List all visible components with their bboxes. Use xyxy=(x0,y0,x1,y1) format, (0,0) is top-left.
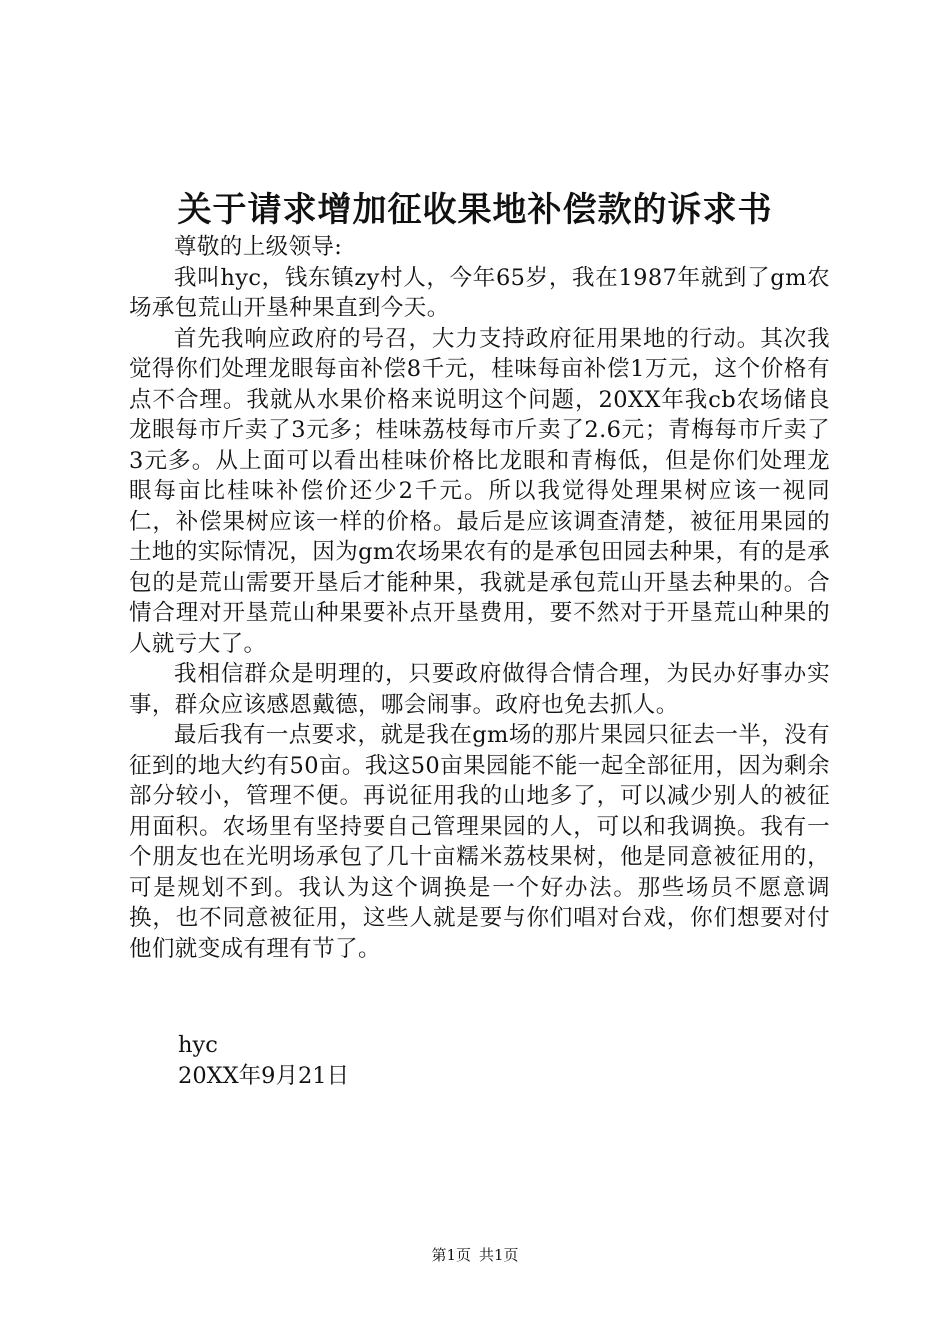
paragraph-final-request: 最后我有一点要求，就是我在gm场的那片果园只征去一半，没有征到的地大约有50亩。我这50亩果园能不能一起全部征用，因为剩余部分较小，管理不便。再说征用我的山地多了，可以减少别人的被征用面积。农场里有坚持要自己管理果园的人，可以和我调换。我有一个朋友也在光明场承包了几十亩糯米荔枝果树，他是同意被征用的，可是规划不到。我认为这个调换是一个好办法。那些场员不愿意调换，也不同意被征用，这些人就是要与你们唱对台戏，你们想要对付他们就变成有理有节了。 xyxy=(129,722,830,962)
document-body xyxy=(129,232,830,964)
document-title: 关于请求增加征收果地补偿款的诉求书 xyxy=(177,190,773,230)
paragraph-trust-in-government: 我相信群众是明理的，只要政府做得合情合理，为民办好事办实事，群众应该感恩戴德，哪会闹事。政府也免去抓人。 xyxy=(129,661,830,718)
salutation: 尊敬的上级领导: xyxy=(174,234,343,260)
signature-date: 20XX年9月21日 xyxy=(178,1063,350,1089)
page-number-total: 共1页 xyxy=(479,1246,519,1264)
signature-name: hyc xyxy=(178,1032,218,1058)
signature-block xyxy=(178,1030,349,1092)
paragraph-compensation-argument: 首先我响应政府的号召，大力支持政府征用果地的行动。其次我觉得你们处理龙眼每亩补偿8千元，桂味每亩补偿1万元，这个价格有点不合理。我就从水果价格来说明这个问题，20XX年我cb农场储良龙眼每市斤卖了3元多；桂味荔枝每市斤卖了2.6元；青梅每市斤卖了3元多。从上面可以看出桂味价格比龙眼和青梅低，但是你们处理龙眼每亩比桂味补偿价还少2千元。所以我觉得处理果树应该一视同仁，补偿果树应该一样的价格。最后是应该调查清楚，被征用果园的土地的实际情况，因为gm农场果农有的是承包田园去种果，有的是承包的是荒山需要开垦后才能种果，我就是承包荒山开垦去种果的。合情合理对开垦荒山种果要补点开垦费用，要不然对于开垦荒山种果的人就亏大了。 xyxy=(129,325,830,657)
page-number-current: 第1页 xyxy=(431,1246,471,1264)
paragraph-introduction: 我叫hyc，钱东镇zy村人，今年65岁，我在1987年就到了gm农场承包荒山开垦种果直到今天。 xyxy=(129,264,830,321)
page-footer xyxy=(0,1245,950,1265)
